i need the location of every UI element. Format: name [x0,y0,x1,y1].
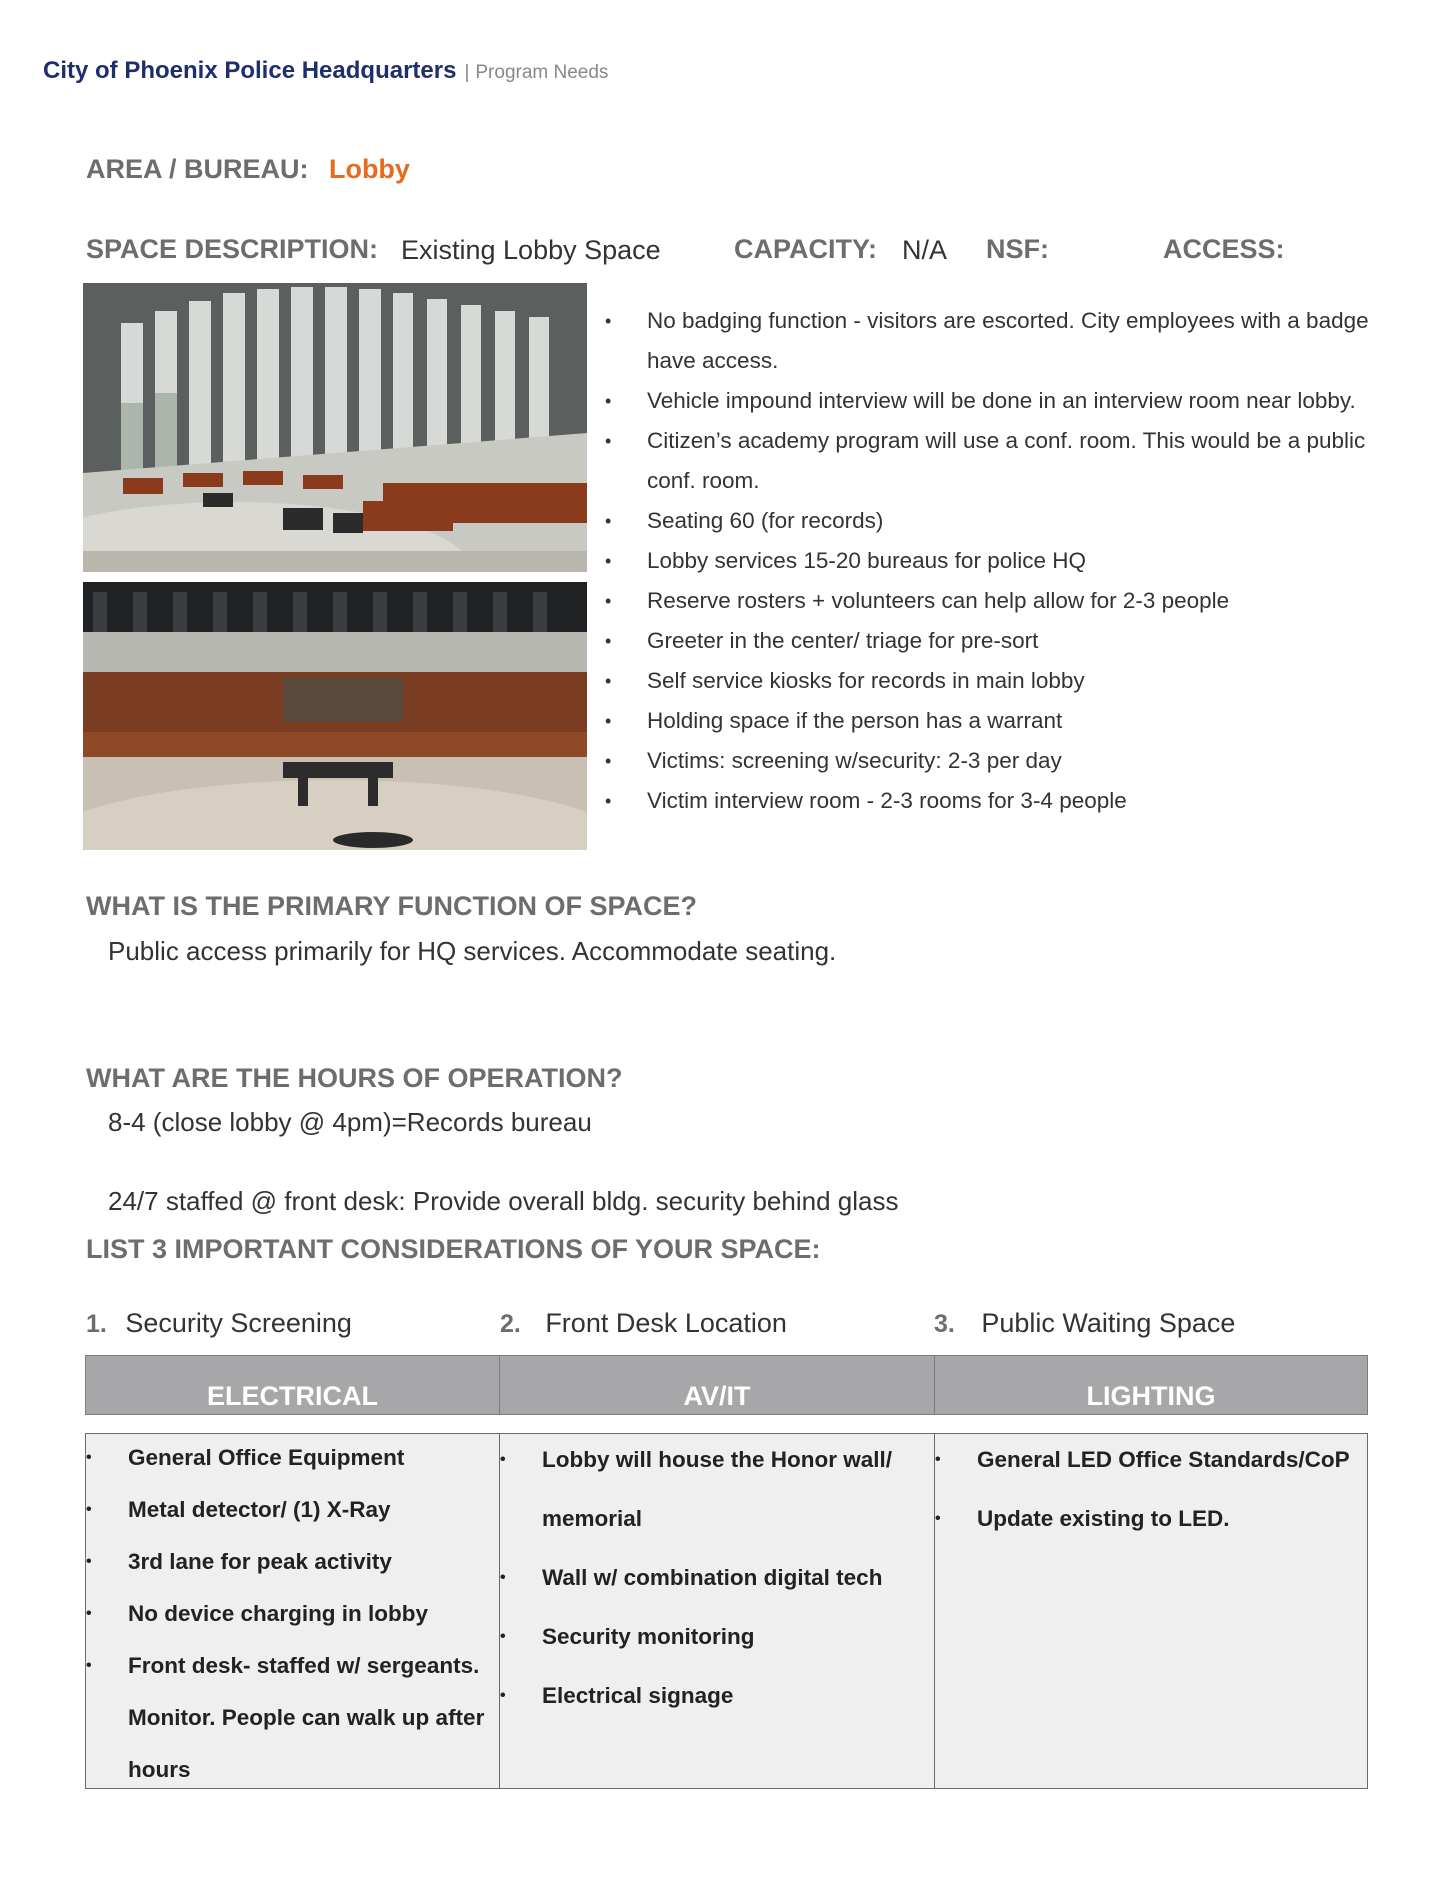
list-item: • No badging function - visitors are escorted. City employees with a badge have access. [605,301,1385,381]
table-cell-lighting [934,1433,1368,1789]
list-item: • Victim interview room - 2-3 rooms for 3-4 people [605,781,1385,821]
document-header [43,57,608,85]
capacity-value: N/A [902,235,948,265]
space-description-label: SPACE DESCRIPTION: [86,234,379,264]
av-it-list [500,1430,934,1725]
list-item: • Update existing to LED. [935,1489,1367,1548]
list-item: • Security monitoring [500,1607,924,1666]
consideration-number: 1. [86,1310,107,1338]
primary-function-answer: Public access primarily for HQ services. Accommodate seating. [108,936,837,966]
list-item: • Lobby services 15-20 bureaus for police HQ [605,541,1385,581]
notes-list [605,301,1385,821]
hours-line-2: 24/7 staffed @ front desk: Provide overall bldg. security behind glass [108,1186,899,1216]
consideration-text: Public Waiting Space [981,1308,1236,1338]
list-item: • General LED Office Standards/CoP [935,1430,1367,1489]
notes-section [605,301,1385,821]
lighting-list [935,1430,1367,1548]
capacity-label: CAPACITY: [734,234,877,264]
area-bureau-value: Lobby [328,154,410,184]
list-item: • Victims: screening w/security: 2-3 per day [605,741,1385,781]
area-bureau-row [86,154,410,185]
list-item: • Lobby will house the Honor wall/ memorial [500,1430,924,1548]
consideration-3 [934,1308,1235,1339]
table-header-av-it: AV/IT [499,1355,935,1415]
consideration-text: Front Desk Location [545,1308,787,1338]
list-item: • Self service kiosks for records in main lobby [605,661,1385,701]
access-label: ACCESS: [1163,234,1285,264]
list-item: • Citizen’s academy program will use a conf. room. This would be a public conf. room. [605,421,1385,501]
consideration-1 [86,1308,352,1339]
consideration-2 [500,1308,787,1339]
area-bureau-label: AREA / BUREAU: [86,154,309,184]
list-item: • 3rd lane for peak activity [86,1536,499,1588]
list-item: • Electrical signage [500,1666,924,1725]
space-description-value: Existing Lobby Space [401,235,661,265]
header-title: City of Phoenix Police Headquarters [43,57,457,84]
nsf-label: NSF: [986,234,1049,264]
lobby-photo-front-desk [83,582,587,850]
header-subtitle: Program Needs [475,62,609,83]
header-separator: | [464,62,470,83]
list-item: • General Office Equipment [86,1432,499,1484]
hours-question: WHAT ARE THE HOURS OF OPERATION? [86,1063,623,1093]
electrical-list [86,1432,499,1796]
list-item: • Wall w/ combination digital tech [500,1548,924,1607]
consideration-number: 2. [500,1310,521,1338]
list-item: • Reserve rosters + volunteers can help allow for 2-3 people [605,581,1385,621]
consideration-number: 3. [934,1310,955,1338]
lobby-photo-windows [83,283,587,572]
considerations-question: LIST 3 IMPORTANT CONSIDERATIONS OF YOUR SPACE: [86,1234,821,1264]
list-item: • Seating 60 (for records) [605,501,1385,541]
consideration-text: Security Screening [125,1308,352,1338]
primary-function-question: WHAT IS THE PRIMARY FUNCTION OF SPACE? [86,891,697,921]
table-cell-av-it [499,1433,935,1789]
table-header-lighting: LIGHTING [934,1355,1368,1415]
table-cell-electrical [85,1433,500,1789]
list-item: • Vehicle impound interview will be done in an interview room near lobby. [605,381,1385,421]
hours-line-1: 8-4 (close lobby @ 4pm)=Records bureau [108,1107,592,1137]
list-item: • Front desk- staffed w/ sergeants. Monitor. People can walk up after hours [86,1640,499,1796]
list-item: • Greeter in the center/ triage for pre-sort [605,621,1385,661]
list-item: • No device charging in lobby [86,1588,499,1640]
list-item: • Holding space if the person has a warrant [605,701,1385,741]
table-header-electrical: ELECTRICAL [85,1355,500,1415]
list-item: • Metal detector/ (1) X-Ray [86,1484,499,1536]
